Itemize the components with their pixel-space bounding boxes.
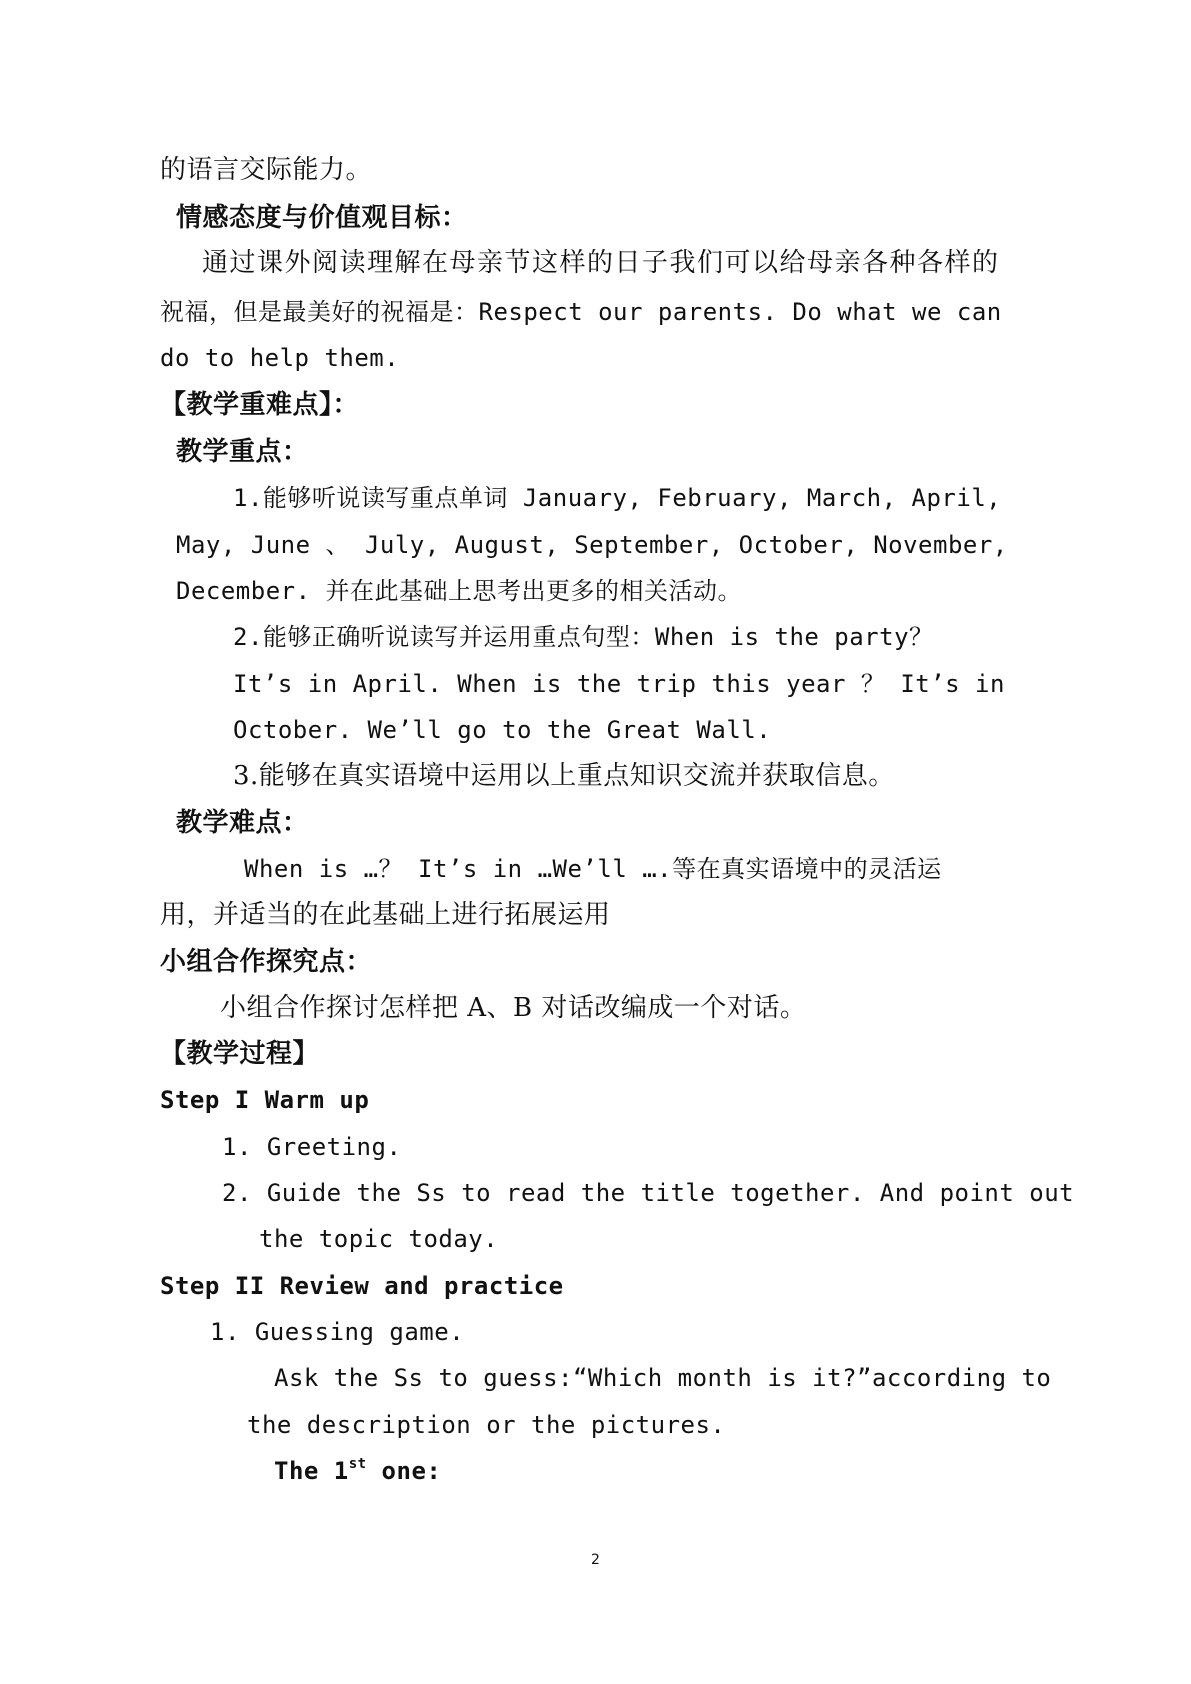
text-line: 祝福，但是最美好的祝福是：Respect our parents. Do what we can <box>160 298 1002 326</box>
text-line: 小组合作探讨怎样把 A、B 对话改编成一个对话。 <box>220 993 807 1023</box>
section-heading: 情感态度与价值观目标： <box>176 203 468 233</box>
text-line: the topic today. <box>259 1225 499 1253</box>
section-heading: 【教学过程】 <box>160 1039 320 1069</box>
text-line: Ask the Ss to guess:“Which month is it?”according to <box>274 1364 1052 1392</box>
list-item: 1. Greeting. <box>222 1133 402 1161</box>
text-line: the description or the pictures. <box>247 1411 726 1439</box>
step-heading: Step I Warm up <box>160 1086 370 1114</box>
text-line: October. We’ll go to the Great Wall. <box>233 716 772 744</box>
section-heading: 教学难点： <box>176 808 309 838</box>
text-line: 的语言交际能力。 <box>160 155 373 185</box>
step-heading: Step II Review and practice <box>160 1272 564 1300</box>
text-line: 1.能够听说读写重点单词 January, February, March, April, <box>233 484 1002 512</box>
text-line: When is …？ It’s in …We’ll ….等在真实语境中的灵活运 <box>244 855 942 883</box>
text-line: do to help them. <box>160 344 400 372</box>
section-heading: 【教学重难点】： <box>160 390 360 420</box>
superscript: st <box>348 1456 367 1472</box>
subheading-text: The 1 <box>274 1457 349 1485</box>
text-line: 2.能够正确听说读写并运用重点句型：When is the party？ <box>233 623 934 651</box>
section-heading: 教学重点： <box>176 437 309 467</box>
page-number: 2 <box>591 1552 600 1568</box>
text-line: 通过课外阅读理解在母亲节这样的日子我们可以给母亲各种各样的 <box>202 248 1000 278</box>
text-line: It’s in April. When is the trip this year ？ It’s in <box>233 670 1005 698</box>
text-line: May, June 、 July, August, September, October, November, <box>176 531 1008 559</box>
text-line: 3.能够在真实语境中运用以上重点知识交流并获取信息。 <box>233 761 895 791</box>
subheading-text: one: <box>366 1457 442 1485</box>
text-line: December. 并在此基础上思考出更多的相关活动。 <box>176 577 742 605</box>
section-heading: 小组合作探究点： <box>160 947 373 977</box>
subheading <box>274 1456 441 1486</box>
list-item: 1. Guessing game. <box>210 1318 465 1346</box>
text-line: 用，并适当的在此基础上进行拓展运用 <box>160 900 611 930</box>
list-item: 2. Guide the Ss to read the title together. And point out <box>222 1179 1075 1207</box>
